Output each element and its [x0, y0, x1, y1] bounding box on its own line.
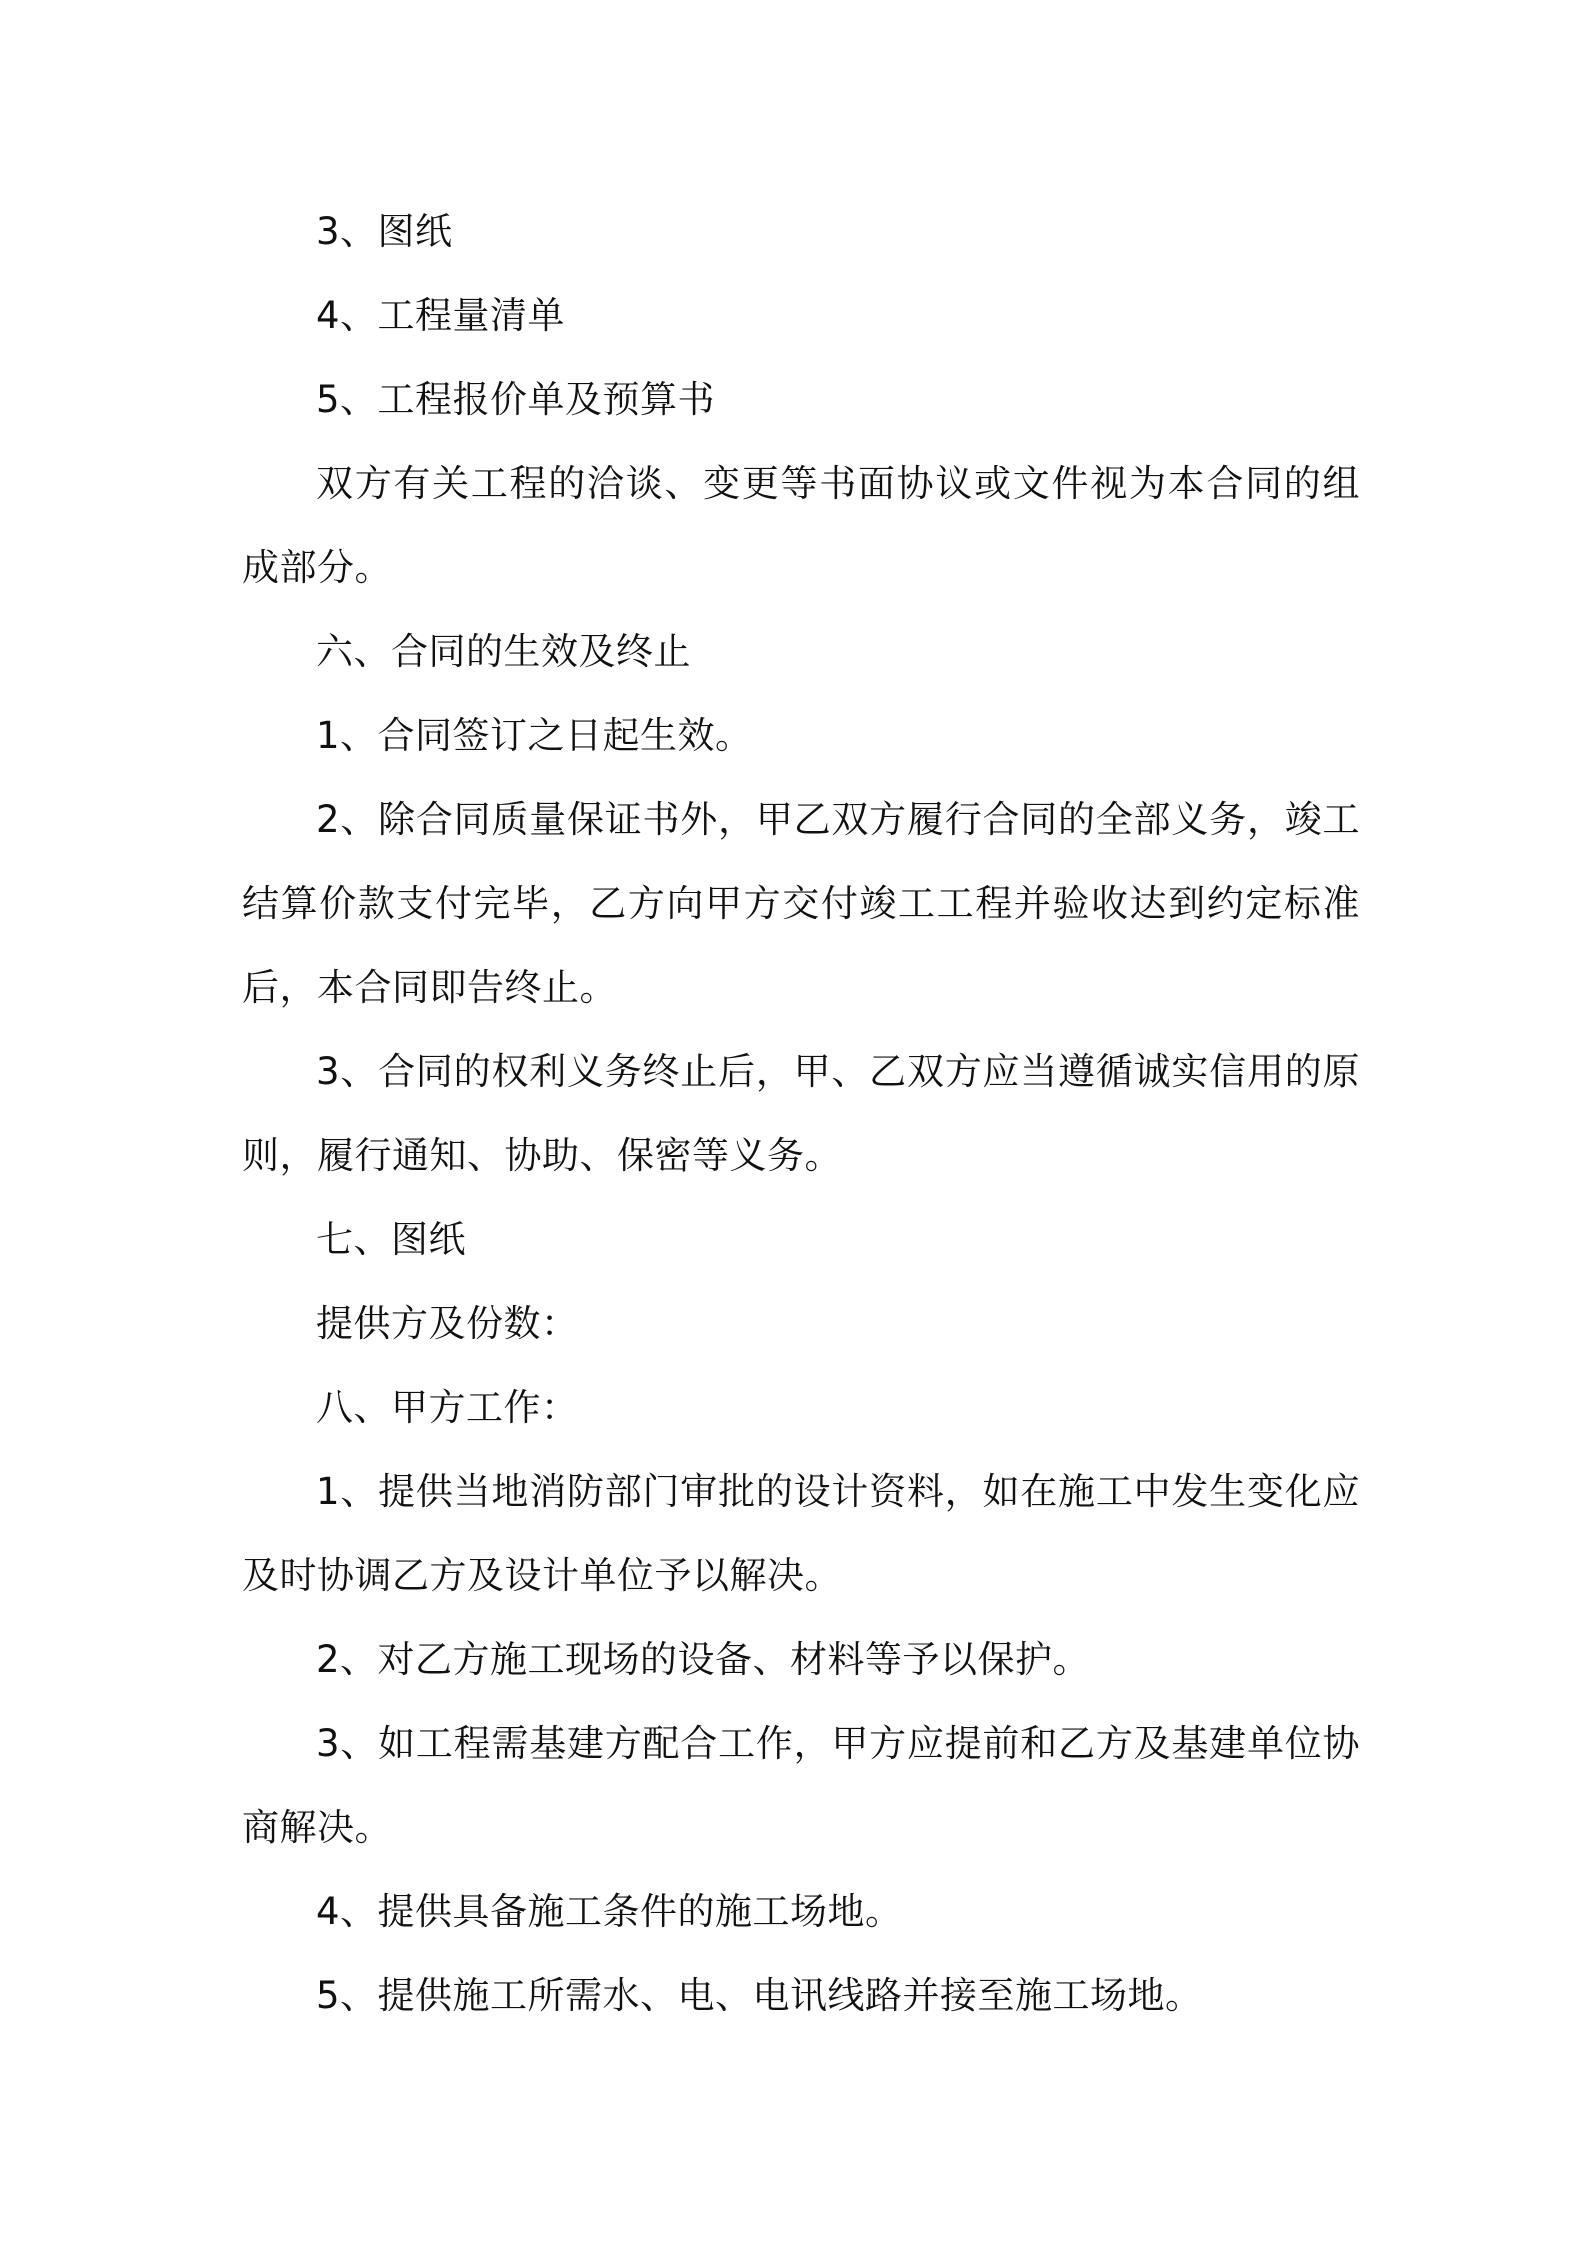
- paragraph-clause-8-1: 1、提供当地消防部门审批的设计资料，如在施工中发生变化应及时协调乙方及设计单位予以解决。: [242, 1470, 1360, 1597]
- paragraph-clause-6-2: 2、除合同质量保证书外，甲乙双方履行合同的全部义务，竣工结算价款支付完毕，乙方向甲方交付竣工工程并验收达到约定标准后，本合同即告终止。: [242, 798, 1360, 1009]
- section-heading-party-a-work: 八、甲方工作：: [316, 1386, 579, 1429]
- paragraph-clause-8-2: 2、对乙方施工现场的设备、材料等予以保护。: [316, 1638, 1091, 1681]
- paragraph-clause-6-3: 3、合同的权利义务终止后，甲、乙双方应当遵循诚实信用的原则，履行通知、协助、保密等义务。: [242, 1050, 1360, 1177]
- paragraph-item-5-quotation: 5、工程报价单及预算书: [316, 378, 716, 421]
- section-heading-effect-termination: 六、合同的生效及终止: [316, 630, 691, 673]
- paragraph-provider-copies: 提供方及份数：: [316, 1302, 579, 1345]
- document-body: [242, 190, 1360, 2038]
- paragraph-clause-6-1: 1、合同签订之日起生效。: [316, 714, 753, 757]
- paragraph-clause-8-5: 5、提供施工所需水、电、电讯线路并接至施工场地。: [316, 1974, 1203, 2017]
- paragraph-item-3-drawings: 3、图纸: [316, 210, 453, 253]
- paragraph-clause-8-4: 4、提供具备施工条件的施工场地。: [316, 1890, 903, 1933]
- paragraph-clause-8-3: 3、如工程需基建方配合工作，甲方应提前和乙方及基建单位协商解决。: [242, 1722, 1360, 1849]
- paragraph-supplementary-agreements: 双方有关工程的洽谈、变更等书面协议或文件视为本合同的组成部分。: [242, 462, 1360, 589]
- paragraph-item-4-bill-of-quantities: 4、工程量清单: [316, 294, 566, 337]
- section-heading-drawings: 七、图纸: [316, 1218, 466, 1261]
